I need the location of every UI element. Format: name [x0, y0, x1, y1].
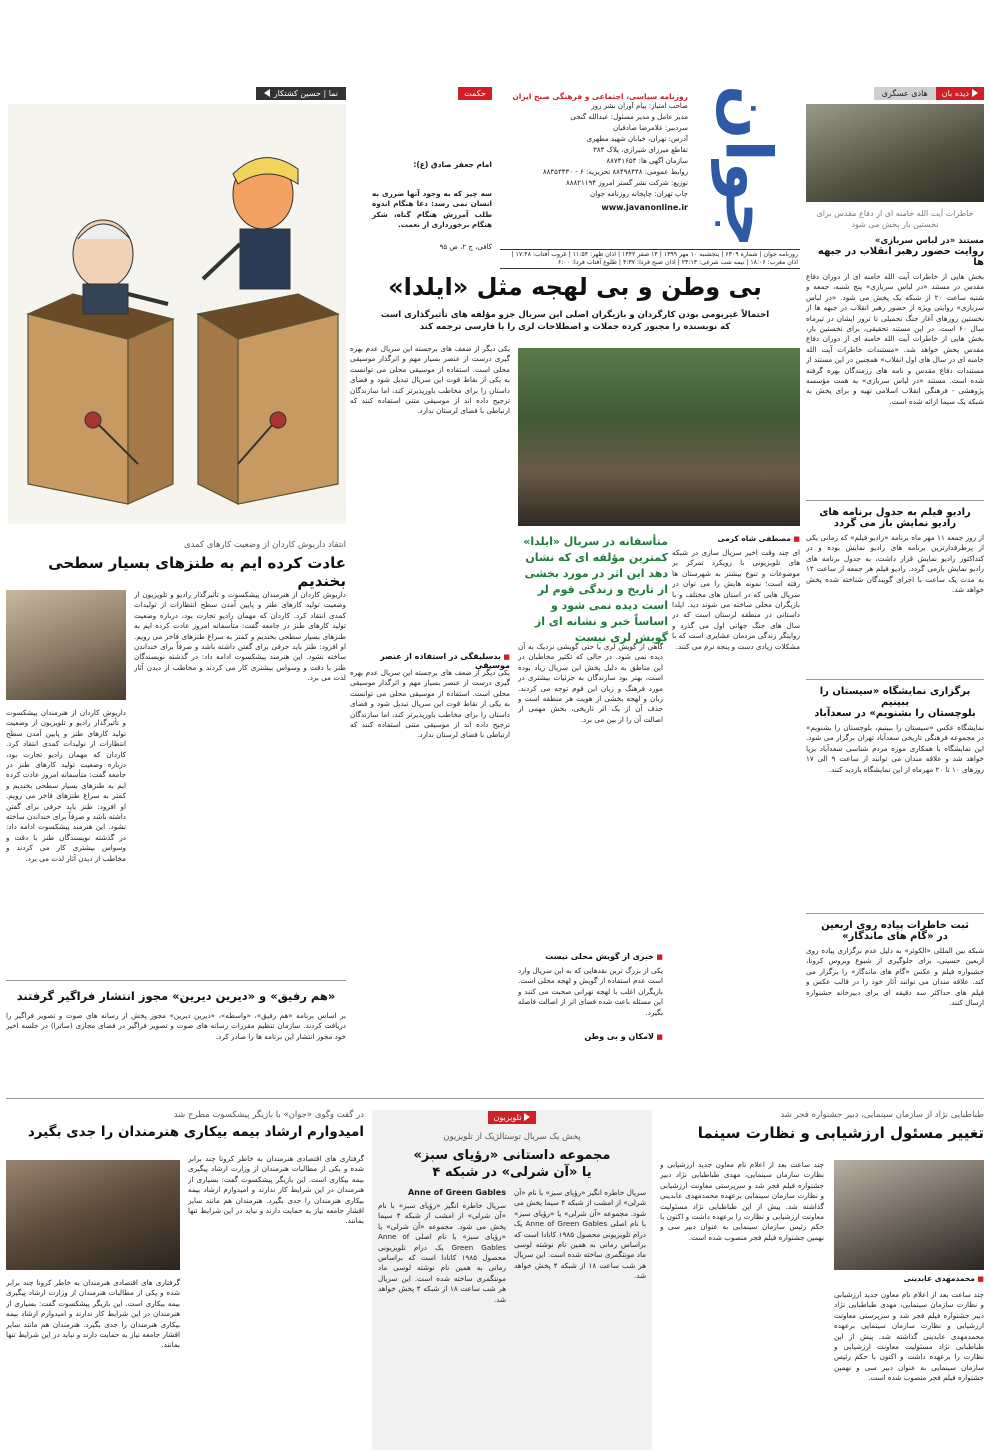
tabatabai-photo: [834, 1160, 984, 1270]
insurance-photo: [6, 1160, 180, 1270]
hekmat-quote: سه چیز که به وجود آنها ضرری به انسان نمی رسد: دعا هنگام اندوه طلب آمرزش هنگام گناه، شکر هنگام برخورداری از نعمت.: [372, 189, 492, 230]
lead-body4: یکی از بزرگ ترین نقدهایی که به این سریال وارد است عدم استفاده از گویش و لهجه محلی است. بازیگران اغلب با لهجه تهرانی صحبت می کنند و این مسئله باعث شده فضای اثر از اصالت فاصله بگیرد.: [518, 966, 663, 1017]
tabatabai-kicker: طباطبایی نژاد از سازمان سینمایی، دبیر جشنواره فجر شد: [780, 1110, 984, 1120]
tabatabai-caption: ■ محمدمهدی عابدینی: [834, 1274, 984, 1283]
about-title: روزنامه سیاسی، اجتماعی و فرهنگی صبح ایران: [512, 92, 688, 101]
tv-label: تلویزیون: [488, 1111, 537, 1124]
hekmat-label: حکمت: [458, 87, 492, 100]
insurance-section: [6, 1110, 364, 1450]
hamrafigh-section: [6, 980, 346, 1090]
tv-body-b: سریال خاطره انگیز «رؤیای سبز» با نام «آن شرلی» از امشب از شبکه ۴ سیما پخش می شود. مجموعه «آن شرلی» یا «رؤیای سبز» با نام اصلی Anne of Green Gables یک درام تلویزیونی محصول ۱۹۸۵ کانادا است که براساس رمانی به همین نام نوشته لوسی ماد مونتگمری ساخته شده است. این سریال هر شب ساعت ۱۸ از شبکه ۴ پخش خواهد شد.: [378, 1201, 506, 1304]
lead-photo: [518, 348, 800, 526]
sistan-head2: بلوچستان را بشنویم» در سعدآباد: [814, 708, 976, 719]
tabatabai-section: [660, 1110, 984, 1450]
tabatabai-body-b: چند ساعت بعد از اعلام نام معاون جدید ارزشیابی و نظارت سازمان سینمایی، مهدی طباطبایی نژاد دبیر جشنواره فیلم فجر شد و سرپرستی معاونت ارزشیابی و نظارت سازمان سینمایی برعهده محمدمهدی عابدینی گذاشته شد. پیش از این طباطبایی نژاد مسئولیت معاونت ارزشیابی و نظارت را برعهده داشت و اکنون با حکم رئیس سازمان سینمایی به عنوان دبیر سی و نهمین جشنواره فیلم فجر منصوب شده است.: [834, 1290, 984, 1383]
interview-title: عادت کرده ایم به طنزهای بسیار سطحی بخندیم: [48, 554, 346, 590]
tv-kicker: پخش یک سریال توستالژیک از تلویزیون: [443, 1132, 581, 1142]
didban-author: هادی عسگری: [874, 87, 936, 100]
didban-head2: روایت حضور رهبر انقلاب در جبهه ها: [817, 246, 984, 268]
about-line: روابط عمومی: ۸۸۴۹۸۴۴۸ تحریریه: ۶ - ۸۸۴۵۳۴۳۰: [542, 168, 688, 176]
tv-section: [372, 1110, 652, 1450]
logo-javan: جوان: [710, 84, 785, 248]
tabatabai-title: تغییر مسئول ارزشیابی و نظارت سینما: [697, 1124, 984, 1142]
interview-photo: [6, 590, 126, 700]
cartoon-section: [6, 86, 346, 526]
hekmat-section: [372, 86, 492, 256]
arbaeen-head2: در «گام های ماندگار»: [842, 931, 948, 942]
arbaeen-body: شبکه بین المللی «الکوثر» به دلیل عدم برگزاری پیاده روی اربعین حسینی، برای جلوگیری از شیوع ویروس کرونا، جشنواره فیلم و عکس «گام های ماندگار» را برگزار می کند. علاقه مندان می توانند آثار خود را در قالب عکس و فیلم های حداکثر سه دقیقه ای برای دبیرخانه جشنواره ارسال کنند.: [806, 946, 984, 1008]
insurance-body: گرفتاری های اقتصادی هنرمندان به خاطر کرونا چند برابر شده و یکی از مطالبات هنرمندان از وزارت ارشاد پیگیری بیمه بیکاری است. این بازیگر پیشکسوت گفت: بسیاری از هنرمندان در این شرایط کار ندارند و امیدوارم ارشاد بیمه بیکاری هنرمندان را جدی بگیرد. هنرمندان هم مانند سایر اقشار جامعه نیاز به حمایت دارند و نباید در این شرایط تنها بمانند.: [188, 1154, 364, 1226]
didban-head1: مستند «در لباس سربازی»: [874, 236, 984, 246]
arbaeen-head1: ثبت خاطرات پیاده روی اربعین: [821, 920, 969, 931]
hamrafigh-title: «هم رفیق» و «دیرین دیرین» مجوز انتشار فراگیر گرفتند: [16, 989, 336, 1003]
about-line: سردبیر: غلامرضا صادقیان: [612, 124, 688, 132]
arrow-icon: [264, 89, 270, 97]
insurance-kicker: در گفت وگوی «جوان» با بازیگر پیشکسوت مطرح شد: [173, 1110, 364, 1120]
sistan-body: نمایشگاه عکس «سیستان را ببینیم، بلوچستان را بشنویم» در مجموعه فرهنگی تاریخی سعدآباد تهران برگزار می شود. این نمایشگاه با همکاری موزه مردم شناسی سعدآباد برپا خواهد شد و علاقه مندان می توانند از ساعت ۹ الی ۱۷ روزهای ۱۰ تا ۲۰ مهرماه از این نمایشگاه بازدید کنند.: [806, 723, 984, 774]
tabatabai-body: چند ساعت بعد از اعلام نام معاون جدید ارزشیابی و نظارت سازمان سینمایی، مهدی طباطبایی نژاد دبیر جشنواره فیلم فجر شد و سرپرستی معاونت ارزشیابی و نظارت سازمان سینمایی برعهده محمدمهدی عابدینی گذاشته شد. پیش از این طباطبایی نژاد مسئولیت معاونت ارزشیابی و نظارت را برعهده داشت و اکنون با حکم رئیس سازمان سینمایی به عنوان دبیر سی و نهمین جشنواره فیلم فجر منصوب شده است.: [660, 1160, 824, 1242]
dateline: روزنامه جوان | شماره ۶۳۰۹ | پنجشنبه ۱۰ مهر ۱۳۹۹ | ۱۴ صفر ۱۴۴۲ | اذان ظهر: ۱۱:۵۴ | غروب آفتاب: ۱۷:۴۸ | اذان مغرب: ۱۸:۰۶ | نیمه شب شرعی: ۲۳:۱۳ | اذان صبح فردا: ۴:۳۷ | طلوع آفتاب فردا: ۶:۰۰: [500, 249, 800, 269]
sistan-head1: برگزاری نمایشگاه «سیستان را ببینیم: [819, 686, 971, 708]
didban-caption: خاطرات آیت الله خامنه ای از دفاع مقدس برای نخستین بار پخش می شود: [816, 209, 974, 229]
lead-sub2: ■ خبری از گویش محلی نیست: [518, 952, 663, 961]
website-link[interactable]: www.javanonline.ir: [601, 203, 688, 212]
lead-author: ■ مصطفی شاه کرمی: [672, 534, 800, 543]
didban-photo: [806, 104, 984, 202]
about-line: تقاطع میرزای شیرازی، پلاک ۳۸۴: [593, 146, 688, 154]
radio-head1: رادیو فیلم به جدول برنامه های: [819, 507, 971, 518]
arrow-icon: [972, 89, 978, 97]
didban-body: بخش هایی از خاطرات آیت الله خامنه ای از دوران دفاع مقدس در مستند «در لباس سربازی» پنج شنبه، جمعه و شنبه ساعت ۲۰ از شبکه یک پخش می شود. «در لباس سربازی» روایتی ویژه از حضور رهبر انقلاب در جبهه ها از نخستین روزهای آغاز جنگ تحمیلی تا ترور ایشان در تیرماه سال ۶۰ است. در این مستند تحقیقی، برای نخستین بار، بخش هایی از خاطرات آیت الله خامنه ای از دوران دفاع مقدس پخش خواهد شد. «مستندات خاطرات آیت الله خامنه ای در سال های اول انقلاب» همچنین در این مستند از مستندات دفاع مقدس و نامه های رزمندگان بهره گرفته شده است. مستند «در لباس سربازی» به همت مؤسسه پژوهشی - فرهنگی انقلاب اسلامی تهیه و برای پخش به شبکه یک سیما ارائه شده است.: [806, 272, 984, 406]
right-column: [806, 86, 984, 1092]
hamrafigh-body: بر اساس برنامه «هم رفیق»، «واسطه»، «دیرین دیرین» مجوز پخش از رسانه های صوت و تصویر فراگیر را دریافت کردند. سازمان تنظیم مقررات رسانه های صوت و تصویر فراگیر در فضای مجازی (ساترا) در جلسه اخیر خود مجوز انتشار این برنامه ها را صادر کرد.: [6, 1011, 346, 1041]
about-line: صاحب امتیاز: پیام آوران نشر روز: [591, 102, 688, 110]
bottom-divider: [6, 1098, 984, 1099]
interview-section: [6, 540, 346, 960]
tv-body: سریال خاطره انگیز «رؤیای سبز» با نام «آن شرلی» از امشب از شبکه ۴ سیما پخش می شود. مجموعه «آن شرلی» یا «رؤیای سبز» با نام اصلی Anne of Green Gables یک درام تلویزیونی محصول ۱۹۸۵ کانادا است که براساس رمانی به همین نام نوشته لوسی ماد مونتگمری ساخته شده است. این سریال هر شب ساعت ۱۸ از شبکه ۴ پخش خواهد شد.: [514, 1188, 646, 1281]
lead-pullquote: متأسفانه در سریال «ایلدا» کمترین مؤلفه ای که نشان دهد این اثر در مورد بخشی از تاریخ و زندگی قوم لر است دیده نمی شود و اساساً خبر و نشانه ای از گویش لری نیست: [523, 535, 668, 644]
lead-kicker: احتمالاً غیربومی بودن کارگردان و بازیگران اصلی این سریال جزو مؤلفه های تأثیرگذاری است: [380, 310, 770, 320]
lead-kicker2: که نویسنده را مجبور کرده جملات و اصطلاحات لری را با فارسی ترجمه کند: [419, 322, 731, 332]
insurance-title: امیدوارم ارشاد بیمه بیکاری هنرمندان را جدی بگیرد: [27, 1124, 364, 1140]
tv-title2: یا «آن شرلی» در شبکه ۴: [432, 1165, 592, 1180]
lead-body3-a: یکی دیگر از ضعف های برجسته این سریال عدم بهره گیری درست از عنصر بسیار مهم و اثرگذار موسیقی محلی است. استفاده از موسیقی محلی می توانست به یکی از نقاط قوت این سریال تبدیل شود و فضای داستان را برای مخاطب باورپذیرتر کند، اما سازندگان ترجیح داده اند از موسیقی متنی استفاده کنند که ارتباطی با فضای لرستان ندارد.: [350, 344, 510, 416]
author-bullet: [791, 534, 800, 543]
about-line: توزیع: شرکت نشر گستر امروز ۸۸۸۲۱۱۹۴: [565, 179, 688, 187]
lead-sub1: ■ بدسلیقگی در استفاده از عنصر موسیقی: [350, 652, 510, 670]
interview-body: داریوش کاردان از هنرمندان پیشکسوت و تأثیرگذار رادیو و تلویزیون از وضعیت تولید کارهای طنز و پایین آمدن سطح انتظارات از تولیدات کمدی انتقاد کرد. کاردان که مهمان رادیو تجارت بود، درباره وضعیت تولید کارهای طنز در جامعه گفت: متأسفانه امروز عادت کرده ایم به طنزهای بسیار سطحی بخندیم و کمتر به سراغ طنزهای فاخر می رویم. او افزود: طنز باید حرفی برای گفتن داشته باشد و صرفاً برای خنداندن ساخته نشود. این هنرمند پیشکسوت ادامه داد: در گذشته نویسندگان طنز با دقت و وسواس بیشتری کار می کردند و مخاطب از دیدن آثار لذت می برد.: [134, 590, 346, 683]
lead-body3: یکی دیگر از ضعف های برجسته این سریال عدم بهره گیری درست از عنصر بسیار مهم و اثرگذار موسیقی محلی است. استفاده از موسیقی محلی می توانست به یکی از نقاط قوت این سریال تبدیل شود و فضای داستان را برای مخاطب باورپذیرتر کند، اما سازندگان ترجیح داده اند از موسیقی متنی استفاده کنند که ارتباطی با فضای لرستان ندارد.: [350, 668, 510, 740]
cartoon-label: نما | حسین کشتکار: [256, 87, 346, 100]
lead-title: بی وطن و بی لهجه مثل «ایلدا»: [388, 273, 762, 301]
about-line: آدرس: تهران، خیابان شهید مطهری: [586, 135, 688, 143]
hekmat-source: کافی، ج ۲، ص ۹۵: [439, 242, 492, 251]
didban-label: دیده بان: [936, 87, 984, 100]
interview-kicker: انتقاد داریوش کاردان از وضعیت کارهای کمدی: [183, 540, 346, 550]
about-line: چاپ تهران: چاپخانه روزنامه جوان: [590, 190, 688, 198]
tv-english: Anne of Green Gables: [407, 1188, 506, 1197]
about-lines: [502, 101, 688, 200]
lead-story: [350, 272, 800, 1092]
hekmat-author: امام جعفر صادق (ع):: [413, 160, 492, 169]
about-line: سازمان آگهی ها: ۸۸۷۴۱۶۵۴: [606, 157, 688, 165]
insurance-body-b: گرفتاری های اقتصادی هنرمندان به خاطر کرونا چند برابر شده و یکی از مطالبات هنرمندان از وزارت ارشاد پیگیری بیمه بیکاری است. این بازیگر پیشکسوت گفت: بسیاری از هنرمندان در این شرایط کار ندارند و امیدوارم ارشاد بیمه بیکاری هنرمندان را جدی بگیرد. هنرمندان هم مانند سایر اقشار جامعه نیاز به حمایت دارند و نباید در این شرایط تنها بمانند.: [6, 1278, 180, 1350]
radio-body: از روز جمعه ۱۱ مهر ماه برنامه «رادیو فیلم» که زمانی یکی از پرطرفدارترین برنامه های رادیو نمایش بوده و در کنداکتور رادیو نمایش قرار داشت، به جدول برنامه های رادیو نمایش بازمی گردد. رادیو فیلم هر جمعه از ساعت ۱۴ به مدت یک ساعت با اجرای گویندگان شناخته شده پخش خواهد شد.: [806, 533, 984, 595]
lead-body2: گاهی از گویش لری یا حتی گویشی نزدیک به آن دیده نمی شود. در حالی که تکثیر مخاطبان در این مناطق به دلیل پخش این سریال زیاد بوده است، بهتر بود سازندگان به جزئیات بیشتری در مورد فرهنگ و زبان این قوم توجه می کردند. زبان و لهجه بخشی از هویت هر منطقه است و حذف آن از یک اثر تاریخی، بخش مهمی از اصالت آن را از بین می برد.: [518, 642, 663, 724]
about-line: مدیر عامل و مدیر مسئول: عبدالله گنجی: [570, 113, 688, 121]
tv-title1: مجموعه داستانی «رؤیای سبز»: [413, 1148, 611, 1163]
lead-sub3: ■ لامکان و بی وطن: [518, 1032, 663, 1041]
about-block: [502, 92, 688, 212]
interview-body-b: داریوش کاردان از هنرمندان پیشکسوت و تأثیرگذار رادیو و تلویزیون از وضعیت تولید کارهای طنز و پایین آمدن سطح انتظارات از تولیدات کمدی انتقاد کرد. کاردان که مهمان رادیو تجارت بود، درباره وضعیت تولید کارهای طنز در جامعه گفت: متأسفانه امروز عادت کرده ایم به طنزهای بسیار سطحی بخندیم و کمتر به سراغ طنزهای فاخر می رویم. او افزود: طنز باید حرفی برای گفتن داشته باشد و صرفاً برای خنداندن ساخته نشود. این هنرمند پیشکسوت ادامه داد: در گذشته نویسندگان طنز با دقت و وسواس بیشتری کار می کردند و مخاطب از دیدن آثار لذت می برد.: [6, 708, 126, 863]
lead-body1: ای چند وقت اخیر سریال سازی در شبکه های تلویزیونی با رویکرد تمرکز بر موضوعات و تنوع بیشتر به شهرستان ها رفته است؛ نمونه هایش را می توان در سریال هایی که در استان های مختلف و با بازیگران محلی ساخته می شوند دید. ایلدا داستانی در منطقه لرستان است که در سال های جنگ جهانی اول می گذرد و روایتگر زندگی مردمان عشایری است که با مشکلات زیادی دست و پنجه نرم می کنند.: [672, 548, 800, 651]
logo-block: [695, 86, 800, 246]
political-cartoon: [8, 104, 346, 524]
radio-head2: رادیو نمایش باز می گردد: [833, 518, 957, 529]
arrow-icon: [524, 1113, 530, 1121]
masthead: [500, 86, 800, 268]
